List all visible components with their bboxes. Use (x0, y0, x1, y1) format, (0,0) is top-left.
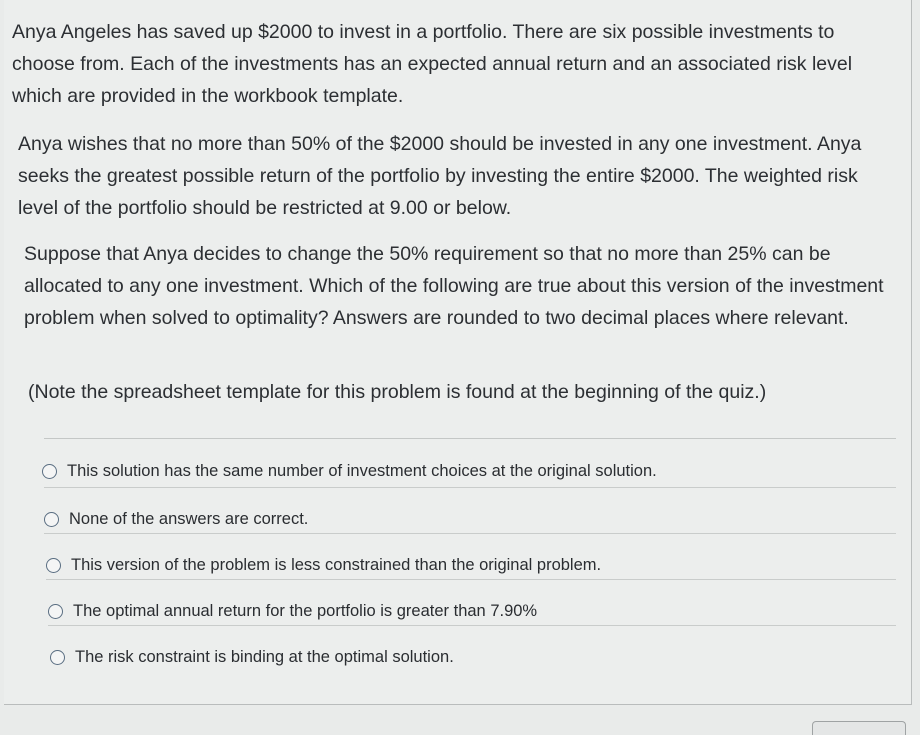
radio-button[interactable] (42, 464, 57, 479)
radio-button[interactable] (46, 558, 61, 573)
radio-button[interactable] (48, 604, 63, 619)
answer-option-label: The risk constraint is binding at the optimal solution. (75, 648, 454, 666)
option-divider (44, 533, 896, 534)
next-button-partial[interactable] (812, 721, 906, 735)
answer-option-less-constrained[interactable] (46, 556, 601, 575)
question-paragraph-prompt: Suppose that Anya decides to change the 50% requirement so that no more than 25% can be allocated to any one investment. Which of the following are true about this version of the investment problem when solved to optimality? Answers are rounded to two decimal places where relevant. (24, 243, 884, 329)
option-divider (44, 487, 896, 488)
answer-option-risk-binding[interactable] (50, 648, 454, 667)
answer-option-label: None of the answers are correct. (69, 510, 309, 528)
question-paragraph-note: (Note the spreadsheet template for this problem is found at the beginning of the quiz.) (28, 381, 767, 403)
question-paragraph-intro: Anya Angeles has saved up $2000 to invest in a portfolio. There are six possible investments to choose from. Each of the investments has an expected annual return and an associated risk level which are provided in the workbook template. (12, 21, 853, 107)
option-divider (48, 625, 896, 626)
radio-button[interactable] (44, 512, 59, 527)
radio-button[interactable] (50, 650, 65, 665)
answer-option-label: This version of the problem is less constrained than the original problem. (71, 556, 602, 574)
answers-divider (44, 438, 896, 439)
question-card (4, 0, 912, 705)
answer-option-label: This solution has the same number of investment choices at the original solution. (67, 462, 657, 480)
answer-option-none-correct[interactable] (44, 510, 308, 529)
answer-option-return-greater[interactable] (48, 602, 537, 621)
answer-option-label: The optimal annual return for the portfolio is greater than 7.90% (73, 602, 538, 620)
option-divider (46, 579, 896, 580)
question-paragraph-constraints: Anya wishes that no more than 50% of the $2000 should be invested in any one investment. Anya seeks the greatest possible return of the portfolio by investing the entire $2000. The weighted risk level of the portfolio should be restricted at 9.00 or below. (18, 133, 862, 219)
answer-option-same-number[interactable] (42, 462, 657, 481)
